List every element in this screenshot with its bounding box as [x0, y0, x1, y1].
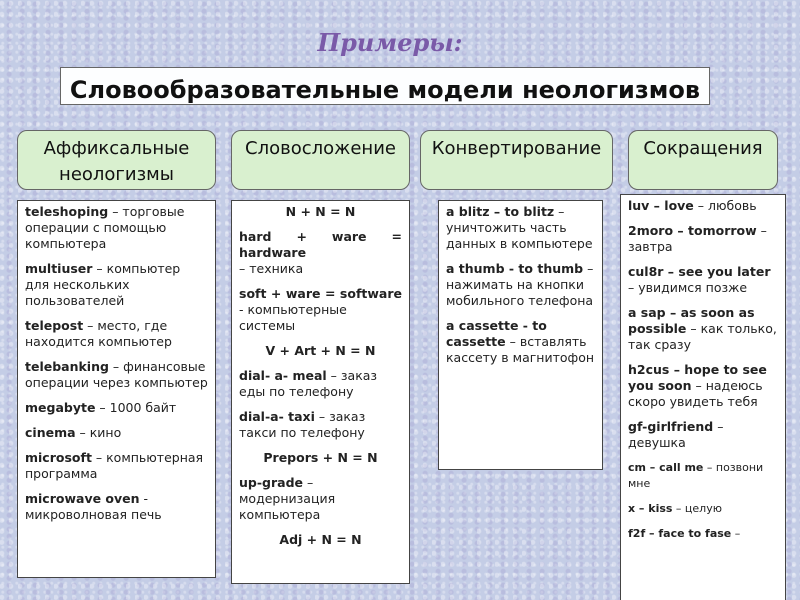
list-item: luv – love – любовь: [628, 198, 757, 213]
list-item: microwave oven - микроволновая печь: [25, 491, 162, 522]
list-item: multiuser – компьютер для нескольких пользователей: [25, 261, 181, 308]
header-affix: Аффиксальные неологизмы: [17, 130, 216, 190]
list-item: gf-girlfriend – девушка: [628, 419, 724, 450]
list-item: f2f – face to fase –: [628, 527, 741, 540]
list-item: teleshoping – торговые операции с помощью компьютера: [25, 204, 185, 251]
list-item: megabyte – 1000 байт: [25, 400, 177, 415]
compound-list: [231, 200, 410, 584]
conversion-list: [438, 200, 603, 470]
list-item: x – kiss – целую: [628, 502, 722, 515]
main-heading: Словообразовательные модели неологизмов: [60, 67, 710, 105]
list-item: microsoft – компьютерная программа: [25, 450, 204, 481]
list-item: cinema – кино: [25, 425, 122, 440]
list-item: a sap – as soon as possible – как только, так сразу: [628, 305, 777, 352]
list-item: 2moro – tomorrow – завтра: [628, 223, 767, 254]
header-compound: Словосложение: [231, 130, 410, 190]
list-item: soft + ware = software - компьютерные системы: [239, 286, 402, 333]
formula: Prepors + N = N: [263, 450, 378, 465]
formula: Adj + N = N: [279, 532, 362, 547]
list-item: hard + ware = hardware – техника: [239, 229, 402, 276]
header-abbrev: Сокращения: [628, 130, 778, 190]
header-conversion: Конвертирование: [420, 130, 613, 190]
list-item: dial- a- meal – заказ еды по телефону: [239, 368, 378, 399]
formula: N + N = N: [285, 204, 356, 219]
list-item: dial-a- taxi – заказ такси по телефону: [239, 409, 366, 440]
list-item: cul8r – see you later – увидимся позже: [628, 264, 771, 295]
list-item: a thumb - to thumb – нажимать на кнопки мобильного телефона: [446, 261, 594, 308]
affix-list: [17, 200, 216, 578]
list-item: telebanking – финансовые операции через компьютер: [25, 359, 208, 390]
slide-title: Примеры:: [317, 28, 463, 57]
list-item: a cassette - to cassette – вставлять кассету в магнитофон: [446, 318, 595, 365]
list-item: cm – call me – позвони мне: [628, 461, 764, 490]
abbrev-list: [620, 194, 786, 600]
list-item: h2cus – hope to see you soon – надеюсь скоро увидеть тебя: [628, 362, 767, 409]
list-item: telepost – место, где находится компьютер: [25, 318, 172, 349]
list-item: a blitz – to blitz – уничтожить часть данных в компьютере: [446, 204, 593, 251]
formula: V + Art + N = N: [265, 343, 376, 358]
list-item: up-grade – модернизация компьютера: [239, 475, 336, 522]
